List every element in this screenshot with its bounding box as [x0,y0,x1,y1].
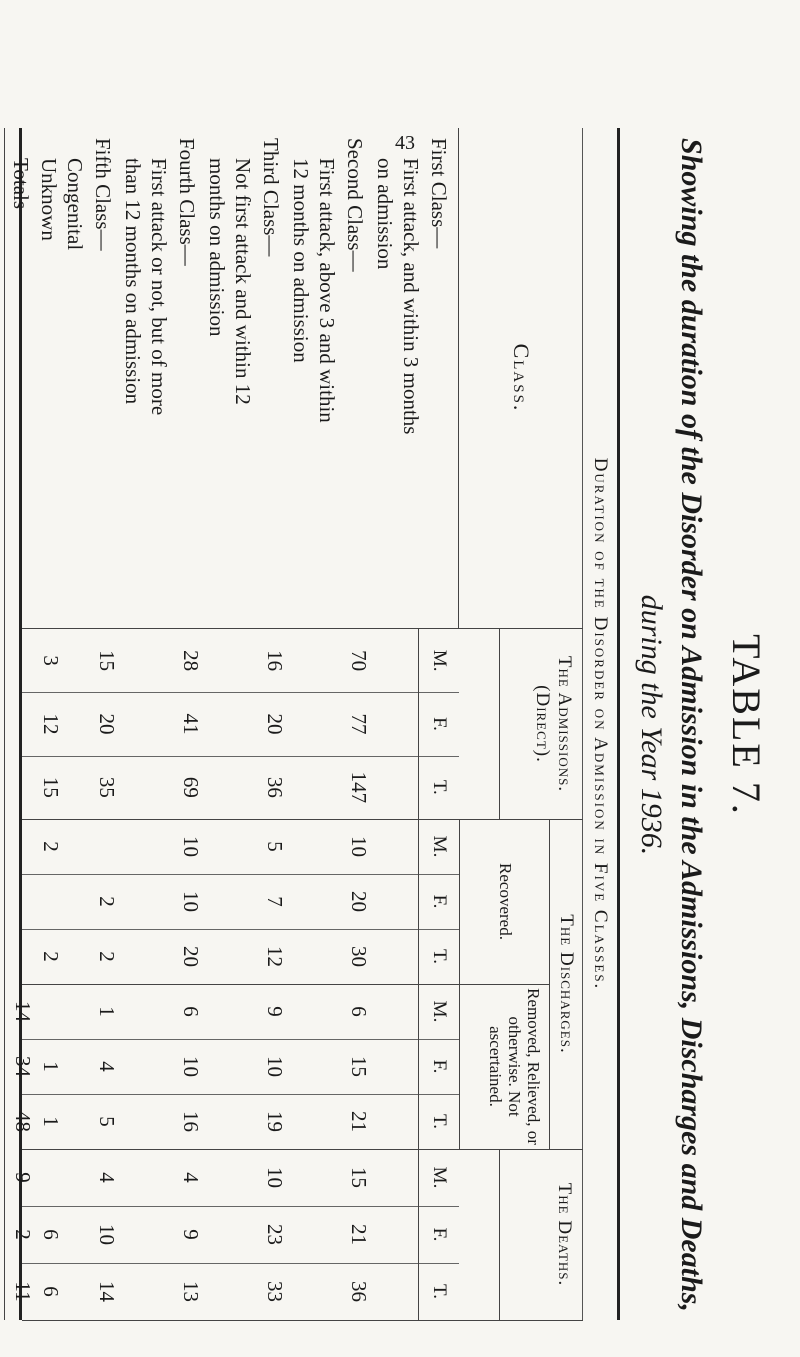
group-deaths-col-m [11,1149,459,1207]
group-admissions-col-m [22,629,459,693]
class-line: Congenital [63,158,87,251]
class-line: First Class— [427,138,451,249]
subgroup-recovered-header: Recovered. [459,819,549,984]
column-header: T. [418,756,459,819]
group-deaths-header: The Deaths. [499,1149,583,1320]
group-deaths [11,1149,583,1321]
subgroup-recovered [22,819,549,985]
cell-second: 19 [263,1111,287,1132]
cell-fourth: 15 [95,650,119,672]
class-line: 12 months on admission [289,158,313,363]
column-header: F. [418,692,459,755]
subgroup-recovered-col-f [22,874,459,930]
cell-first: 6 [347,1006,371,1017]
column-header: F. [418,1206,459,1263]
column-header: T. [418,1094,459,1149]
cell-first: 70 [347,650,371,672]
cell-third: 20 [179,946,203,967]
column-header: F. [418,874,459,929]
cell-unknown: 9 [11,1172,35,1183]
cell-fourth: 4 [95,1061,119,1072]
cell-first: 147 [347,771,371,804]
cell-second: 12 [263,946,287,967]
subgroup-relieved [11,984,549,1149]
rotated-table-page [0,100,780,1350]
class-line: Totals [9,158,33,210]
cell-first: 15 [347,1167,371,1188]
subgroup-relieved-header: Removed, Relieved, or otherwise. Not ascertained. [459,984,549,1149]
class-rows [9,128,459,628]
cell-third: 16 [179,1111,203,1132]
cell-unknown: 34 [11,1056,35,1077]
cell-fourth: 2 [95,896,119,907]
cell-first: 77 [347,713,371,735]
cell-fourth: 35 [95,776,119,798]
table-title: TABLE 7. [724,634,769,816]
group-admissions [22,629,583,820]
cell-first: 21 [347,1111,371,1132]
cell-unknown: 48 [11,1111,35,1132]
cell-unknown: 11 [11,1281,35,1302]
cell-second: 23 [263,1224,287,1245]
cell-third: 69 [179,776,203,798]
column-header: M. [418,1149,459,1206]
class-line: First attack or not, but of more [147,158,171,416]
column-header: M. [418,984,459,1039]
cell-third: 10 [179,1056,203,1077]
column-header: M. [418,819,459,874]
page-number: 43 [395,132,415,154]
group-discharges-header: The Discharges. [549,819,583,1149]
cell-second: 5 [263,841,287,852]
cell-unknown: 14 [11,1001,35,1022]
cell-congenital: 12 [39,713,63,735]
subgroup-recovered-col-t [22,929,459,984]
cell-unknown: 2 [11,1229,35,1240]
subgroup-relieved-col-f [11,1039,459,1095]
cell-third: 6 [179,1006,203,1017]
column-header: F. [418,1039,459,1094]
cell-third: 9 [179,1229,203,1240]
title-block [630,100,780,1350]
cell-congenital: 15 [39,776,63,798]
class-line: Unknown [37,158,61,241]
class-header: Class. [458,128,583,628]
cell-fourth: 4 [95,1172,119,1183]
cell-third: 10 [179,836,203,857]
cell-second: 10 [263,1167,287,1188]
group-deaths-col-t [11,1263,459,1320]
column-header: T. [418,1263,459,1320]
cell-second: 33 [263,1281,287,1302]
column-header: T. [418,929,459,984]
cell-first: 36 [347,1281,371,1302]
class-line: Third Class— [259,138,283,257]
cell-congenital: 1 [39,1061,63,1072]
group-deaths-col-f [11,1206,459,1264]
cell-first: 15 [347,1056,371,1077]
class-line: on admission [373,158,397,270]
cell-fourth: 2 [95,951,119,962]
cell-first: 30 [347,946,371,967]
cell-fourth: 20 [95,713,119,735]
subgroup-relieved-col-t [11,1094,459,1149]
cell-congenital: 6 [39,1286,63,1297]
cell-second: 10 [263,1056,287,1077]
cell-second: 7 [263,896,287,907]
class-line: Fourth Class— [175,138,199,266]
column-header: M. [418,629,459,692]
cell-first: 20 [347,891,371,912]
class-line: Fifth Class— [91,138,115,251]
cell-congenital: 2 [39,951,63,962]
cell-first: 10 [347,836,371,857]
table-main-header: Duration of the Disorder on Admission in Five Classes. [582,128,617,1320]
class-line: Not first attack and within 12 [231,158,255,405]
cell-second: 20 [263,713,287,735]
class-column [9,128,583,629]
cell-third: 28 [179,650,203,672]
cell-fourth: 5 [95,1116,119,1127]
cell-second: 9 [263,1006,287,1017]
subgroup-relieved-col-m [11,984,459,1040]
cell-congenital: 1 [39,1116,63,1127]
cell-third: 13 [179,1281,203,1302]
group-admissions-header: The Admissions. (Direct). [499,629,583,819]
table-caption-line-2: during the Year 1936. [635,594,668,856]
table-caption-line-1: Showing the duration of the Disorder on Admission in the Admissions, Discharges and Deaths, [675,138,708,1312]
cell-fourth: 14 [95,1281,119,1302]
cell-first: 21 [347,1224,371,1245]
class-line: months on admission [205,158,229,337]
cell-congenital: 3 [39,655,63,666]
totals-rule [4,128,5,1320]
duration-table [9,128,620,1320]
class-line: than 12 months on admission [121,158,145,405]
cell-congenital: 2 [39,841,63,852]
group-admissions-col-t [22,756,459,819]
cell-third: 41 [179,713,203,735]
class-line: First attack, and within 3 months [399,158,423,435]
cell-congenital: 6 [39,1229,63,1240]
group-discharges [11,819,583,1150]
class-line: First attack, above 3 and within [315,158,339,423]
cell-second: 36 [263,776,287,798]
cell-fourth: 1 [95,1006,119,1017]
subgroup-recovered-col-m [22,819,459,875]
cell-third: 10 [179,891,203,912]
cell-second: 16 [263,650,287,672]
cell-third: 4 [179,1172,203,1183]
group-admissions-col-f [22,692,459,756]
class-line: Second Class— [343,138,367,272]
data-area [11,629,583,1320]
cell-fourth: 10 [95,1224,119,1245]
